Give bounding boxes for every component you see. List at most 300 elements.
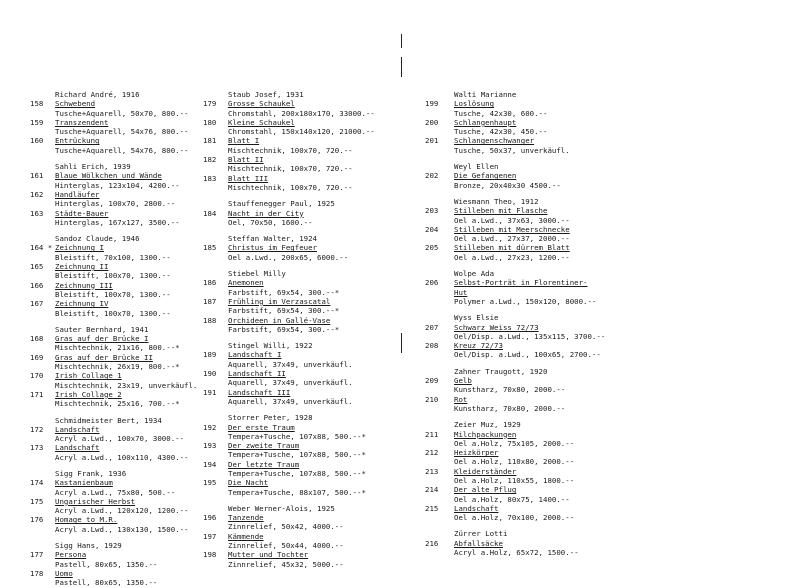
artwork-details: Tusche+Aquarell, 54x76, 800.-- <box>55 127 189 137</box>
catalog-entry-detail-line <box>203 522 403 531</box>
catalog-number: 203 <box>425 206 439 216</box>
catalog-entry-title-line <box>203 369 403 378</box>
catalog-entry-title-line <box>30 478 200 487</box>
catalog-entry-title-line <box>30 390 200 399</box>
artist-name: Staub Josef, 1931 <box>228 90 304 99</box>
catalog-entry-detail-line <box>30 506 200 515</box>
catalog-number: 204 <box>425 224 439 234</box>
artwork-details: Chromstahl, 150x140x120, 21000.-- <box>228 127 375 137</box>
artwork-details: Hinterglas, 167x127, 3500.-- <box>55 217 180 227</box>
catalog-column-3 <box>425 90 625 557</box>
catalog-number: 168 <box>30 334 44 344</box>
catalog-entry-title-line <box>425 448 625 457</box>
artist-section <box>203 192 403 227</box>
artist-section <box>425 360 625 413</box>
catalog-number: 190 <box>203 369 217 379</box>
artwork-title: Landschaft <box>55 443 100 453</box>
artwork-title: Der letzte Traum <box>228 459 300 469</box>
artwork-title: Kleine Schaukel <box>228 117 295 127</box>
catalog-number: 216 <box>425 538 439 548</box>
artwork-title: Zeichnung IV <box>55 299 109 309</box>
catalog-entry-detail-line <box>30 181 200 190</box>
artist-header-line <box>30 234 200 243</box>
artist-name: Wyss Elsie <box>454 313 499 323</box>
catalog-number: 196 <box>203 513 217 523</box>
catalog-entry-title-line <box>30 262 200 271</box>
artwork-details: Tempera+Tusche, 88x107, 500.--* <box>228 487 366 497</box>
artist-section <box>425 413 625 522</box>
section-spacer <box>30 462 200 469</box>
artist-header-line <box>203 341 403 350</box>
catalog-entry-title-line <box>425 341 625 350</box>
artist-section <box>30 155 200 227</box>
section-spacer <box>425 306 625 313</box>
catalog-entry-detail-line <box>425 297 625 306</box>
artwork-details: Zinnrelief, 50x42, 4000.-- <box>228 522 344 532</box>
catalog-entry-title-line <box>203 118 403 127</box>
artwork-details: Aquarell, 37x49, unverkäufl. <box>228 359 353 369</box>
catalog-entry-title-line <box>30 281 200 290</box>
catalog-number: 169 <box>30 352 44 362</box>
catalog-number: 187 <box>203 296 217 306</box>
artwork-title: Anemonen <box>228 278 264 288</box>
artwork-details: Tempera+Tusche, 107x88, 500.--* <box>228 450 366 460</box>
artist-name: Zürrer Lotti <box>454 529 508 539</box>
artist-header-line <box>425 197 625 206</box>
catalog-number: 183 <box>203 173 217 183</box>
artwork-title: Zeichnung III <box>55 280 113 290</box>
catalog-entry-detail-line <box>30 271 200 280</box>
artwork-details: Chromstahl, 200x180x170, 33000.-- <box>228 108 375 118</box>
catalog-entry-detail-line <box>425 495 625 504</box>
catalog-number: 177 <box>30 550 44 560</box>
catalog-entry-title-line <box>425 504 625 513</box>
artwork-details: Oel a.Holz, 75x105, 2000.-- <box>454 438 575 448</box>
section-spacer <box>30 155 200 162</box>
catalog-entry-title-line <box>30 371 200 380</box>
catalog-entry-detail-line <box>30 218 200 227</box>
artist-section <box>30 462 200 534</box>
catalog-entry-detail-line <box>203 488 403 497</box>
section-spacer <box>30 227 200 234</box>
catalog-entry-title-line <box>30 334 200 343</box>
section-spacer <box>425 155 625 162</box>
artwork-title: Landschaft <box>55 424 100 434</box>
artwork-title: Heizkörper <box>454 448 499 458</box>
catalog-number: 181 <box>203 136 217 146</box>
catalog-entry-detail-line <box>203 127 403 136</box>
artwork-details: Bronze, 20x40x30 4500.-- <box>454 180 561 190</box>
artwork-title: Schwebend <box>55 99 96 109</box>
catalog-number: 160 <box>30 136 44 146</box>
artwork-title: Schwarz Weiss 72/73 <box>454 322 539 332</box>
artwork-details: Bleistift, 100x70, 1300.-- <box>55 308 171 318</box>
catalog-number: 176 <box>30 515 44 525</box>
catalog-entry-detail-line <box>425 146 625 155</box>
catalog-entry-title-line <box>30 190 200 199</box>
artwork-details: Oel a.Lwd., 37x63, 3000.-- <box>454 215 570 225</box>
catalog-number: 205 <box>425 243 439 253</box>
catalog-number: 175 <box>30 496 44 506</box>
artwork-details: Mischtechnik, 100x70, 720.-- <box>228 145 353 155</box>
catalog-entry-detail-line <box>425 181 625 190</box>
artist-name: Storrer Peter, 1928 <box>228 413 313 423</box>
artist-name: Sandoz Claude, 1946 <box>55 234 140 244</box>
catalog-entry-detail-line <box>30 488 200 497</box>
catalog-entry-title-line <box>30 171 200 180</box>
catalog-entry-title-line <box>203 388 403 397</box>
artist-section <box>425 522 625 557</box>
artwork-details: Aquarell, 37x49, unverkäufl. <box>228 396 353 406</box>
catalog-entry-title-line <box>425 206 625 215</box>
catalog-number: 211 <box>425 429 439 439</box>
catalog-entry-title-line <box>203 243 403 252</box>
catalog-number: 208 <box>425 341 439 351</box>
catalog-number: 214 <box>425 485 439 495</box>
catalog-entry-detail-line <box>425 109 625 118</box>
catalog-entry-title-line <box>203 155 403 164</box>
artwork-title: Loslösung <box>454 99 495 109</box>
artist-header-line <box>30 469 200 478</box>
catalog-entry-detail-line <box>425 385 625 394</box>
artwork-details: Zinnrelief, 45x32, 5000.-- <box>228 559 344 569</box>
artwork-title: Stilleben mit dürrem Blatt <box>454 243 570 253</box>
artwork-title: Transzendent <box>55 117 109 127</box>
artwork-details: Oel a.Holz, 80x75, 1400.-- <box>454 494 570 504</box>
artwork-title: Orchideen in Gallé-Vase <box>228 315 331 325</box>
catalog-entry-detail-line <box>203 218 403 227</box>
catalog-entry-title-line <box>30 136 200 145</box>
catalog-entry-title-line <box>30 118 200 127</box>
artwork-details: Acryl a.Holz, 65x72, 1500.-- <box>454 548 579 558</box>
catalog-number: 166 <box>30 280 44 290</box>
artwork-details: Acryl a.Lwd., 100x110, 4300.-- <box>55 452 189 462</box>
artwork-details: Tusche, 42x30, 600.-- <box>454 108 548 118</box>
artwork-details: Mischtechnik, 100x70, 720.-- <box>228 164 353 174</box>
artist-name: Zeier Muz, 1929 <box>454 420 521 430</box>
catalog-number: 195 <box>203 478 217 488</box>
catalog-entry-title-line <box>203 532 403 541</box>
catalog-entry-detail-line <box>30 127 200 136</box>
catalog-entry-title-line <box>30 299 200 308</box>
artwork-details: Bleistift, 100x70, 1300.-- <box>55 271 171 281</box>
artist-name: Sigg Frank, 1936 <box>55 468 127 478</box>
artwork-details: Acryl a.Lwd., 100x70, 3000.-- <box>55 434 185 444</box>
catalog-entry-detail-line <box>203 560 403 569</box>
artist-name: Steffan Walter, 1924 <box>228 234 317 244</box>
artist-name: Stiebel Milly <box>228 269 286 279</box>
catalog-number: 189 <box>203 350 217 360</box>
artist-name: Richard André, 1916 <box>55 90 140 99</box>
catalog-number: 212 <box>425 448 439 458</box>
artwork-title: Irish Collage 2 <box>55 389 122 399</box>
artist-name: Wolpe Ada <box>454 269 495 279</box>
artist-header-line <box>203 199 403 208</box>
artist-name: Stauffenegger Paul, 1925 <box>228 199 335 209</box>
section-spacer <box>203 262 403 269</box>
catalog-entry-detail-line <box>203 360 403 369</box>
artist-section <box>30 409 200 462</box>
artist-section <box>425 155 625 190</box>
artwork-details: Tempera+Tusche, 107x88, 500.--* <box>228 431 366 441</box>
artist-header-line <box>30 541 200 550</box>
artwork-details: Oel a.Lwd., 27x37, 2000.-- <box>454 234 570 244</box>
catalog-entry-detail-line <box>425 439 625 448</box>
artist-header-line <box>425 313 625 322</box>
catalog-entry-detail-line <box>425 476 625 485</box>
artwork-title: Der erste Traum <box>228 422 295 432</box>
catalog-number: 173 <box>30 443 44 453</box>
section-spacer <box>425 360 625 367</box>
catalog-entry-title-line <box>30 497 200 506</box>
artwork-details: Bleistift, 100x70, 1300.-- <box>55 289 171 299</box>
artwork-title: Landschaft III <box>228 387 291 397</box>
artwork-title: Irish Collage 1 <box>55 371 122 381</box>
catalog-entry-title-line <box>425 136 625 145</box>
catalog-entry-title-line <box>425 430 625 439</box>
catalog-number: 171 <box>30 389 44 399</box>
catalog-entry-title-line <box>203 550 403 559</box>
artwork-details: Tusche+Aquarell, 54x76, 800.-- <box>55 145 189 155</box>
catalog-entry-detail-line <box>203 164 403 173</box>
artist-name: Sigg Hans, 1929 <box>55 541 122 551</box>
catalog-entry-detail-line <box>425 350 625 359</box>
artist-header-line <box>30 162 200 171</box>
artwork-details: Tusche, 42x30, 450.-- <box>454 127 548 137</box>
catalog-entry-title-line <box>203 316 403 325</box>
artwork-details: Pastell, 80x65, 1350.-- <box>55 578 158 588</box>
catalog-entry-title-line <box>203 174 403 183</box>
artist-name: Weber Werner-Alois, 1925 <box>228 503 335 513</box>
artwork-details: Oel/Disp. a.Lwd., 135x115, 3700.-- <box>454 331 606 341</box>
catalog-number: 188 <box>203 315 217 325</box>
catalog-entry-title-line <box>425 395 625 404</box>
catalog-number: 174 <box>30 478 44 488</box>
artist-header-line <box>425 90 625 99</box>
artist-section <box>30 318 200 409</box>
catalog-number: 210 <box>425 394 439 404</box>
artwork-title: Milchpackungen <box>454 429 517 439</box>
section-spacer <box>30 534 200 541</box>
artist-name: Walti Marianne <box>454 90 517 99</box>
catalog-entry-title-line <box>203 478 403 487</box>
artwork-details: Farbstift, 69x54, 300.--* <box>228 306 340 316</box>
artwork-title: Stilleben mit Flasche <box>454 206 548 216</box>
artwork-title: Kreuz 72/73 <box>454 341 503 351</box>
artwork-details: Bleistift, 70x100, 1300.-- <box>55 252 171 262</box>
artist-section <box>425 262 625 306</box>
artist-header-line <box>425 529 625 538</box>
artwork-title-continued: Hut <box>454 287 468 297</box>
catalog-entry-detail-line <box>30 146 200 155</box>
artwork-title: Zeichnung I <box>55 243 104 253</box>
catalog-entry-title-line <box>203 136 403 145</box>
artist-section <box>203 334 403 406</box>
catalog-entry-detail-line <box>30 290 200 299</box>
catalog-number: 172 <box>30 424 44 434</box>
catalog-entry-detail-line <box>30 453 200 462</box>
artist-header-line <box>30 325 200 334</box>
catalog-number: 197 <box>203 531 217 541</box>
section-spacer <box>425 262 625 269</box>
catalog-entry-title-line <box>203 460 403 469</box>
section-spacer <box>30 409 200 416</box>
catalog-entry-detail-line <box>425 234 625 243</box>
catalog-entry-detail-line <box>425 332 625 341</box>
artwork-details: Oel a.Holz, 110x55, 1800.-- <box>454 475 575 485</box>
catalog-entry-title-line <box>30 99 200 108</box>
artwork-title: Rot <box>454 394 468 404</box>
artist-section <box>203 406 403 497</box>
artwork-title: Schlangenschwanger <box>454 136 535 146</box>
catalog-entry-detail-line <box>425 404 625 413</box>
catalog-number: 186 <box>203 278 217 288</box>
catalog-entry-title-line <box>425 467 625 476</box>
artwork-details: Tempera+Tusche, 107x88, 500.--* <box>228 468 366 478</box>
catalog-entry-detail-line <box>203 146 403 155</box>
catalog-entry-title-line <box>203 441 403 450</box>
catalog-number: 206 <box>425 278 439 288</box>
artist-section <box>203 497 403 569</box>
catalog-number: 192 <box>203 422 217 432</box>
artist-section <box>425 306 625 359</box>
catalog-column-1 <box>30 90 200 588</box>
catalog-number: 179 <box>203 99 217 109</box>
section-spacer <box>203 497 403 504</box>
section-spacer <box>203 406 403 413</box>
artist-section <box>203 262 403 334</box>
artist-header-line <box>203 269 403 278</box>
artwork-title: Ungarischer Herbst <box>55 496 136 506</box>
artist-name: Wiesmann Theo, 1912 <box>454 196 539 206</box>
artist-section <box>425 190 625 262</box>
catalog-entry-title-line <box>30 569 200 578</box>
artwork-title: Landschaft <box>454 503 499 513</box>
catalog-number: 200 <box>425 117 439 127</box>
catalog-number: 161 <box>30 171 44 181</box>
catalog-entry-detail-line <box>30 362 200 371</box>
artwork-details: Acryl a.Lwd., 120x120, 1200.-- <box>55 506 189 516</box>
catalog-entry-title-line <box>203 350 403 359</box>
catalog-number: 202 <box>425 171 439 181</box>
catalog-entry-title-line <box>425 118 625 127</box>
catalog-entry-title-line <box>30 353 200 362</box>
catalog-number: 201 <box>425 136 439 146</box>
artist-header-line <box>425 162 625 171</box>
artwork-details: Oel/Disp. a.Lwd., 100x65, 2700.-- <box>454 350 601 360</box>
catalog-entry-detail-line <box>30 343 200 352</box>
artwork-title: Stilleben mit Meerschnecke <box>454 224 570 234</box>
catalog-number: 167 <box>30 299 44 309</box>
catalog-number: 215 <box>425 503 439 513</box>
artwork-details: Aquarell, 37x49, unverkäufl. <box>228 378 353 388</box>
catalog-entry-title-line <box>30 243 200 252</box>
catalog-entry-title-line <box>425 323 625 332</box>
artwork-title: Blaue Wölkchen und Wände <box>55 171 162 181</box>
artwork-details: Zinnrelief, 50x44, 4000.-- <box>228 541 344 551</box>
catalog-entry-detail-line <box>30 199 200 208</box>
artwork-details: Tusche+Aquarell, 50x70, 800.-- <box>55 108 189 118</box>
artwork-details: Mischtechnik, 23x19, unverkäufl. <box>55 380 198 390</box>
artist-section <box>203 90 403 192</box>
catalog-entry-detail-line <box>203 541 403 550</box>
artist-header-line <box>30 90 200 99</box>
catalog-entry-detail-line <box>425 457 625 466</box>
catalog-entry-detail-line <box>30 381 200 390</box>
artwork-title: Kastanienbaum <box>55 478 113 488</box>
artwork-details: Kunstharz, 70x80, 2000.-- <box>454 403 566 413</box>
artist-header-line <box>30 416 200 425</box>
section-spacer <box>203 227 403 234</box>
artwork-details: Oel a.Lwd., 200x65, 6000.-- <box>228 252 349 262</box>
catalog-entry-title-line <box>425 225 625 234</box>
artist-section <box>30 227 200 318</box>
artist-header-line <box>425 420 625 429</box>
catalog-entry-detail-line <box>425 127 625 136</box>
artwork-title: Abfallsäcke <box>454 538 503 548</box>
artwork-details: Farbstift, 69x54, 300.--* <box>228 287 340 297</box>
artist-section <box>425 90 625 155</box>
artwork-details: Hinterglas, 100x70, 2800.-- <box>55 199 176 209</box>
artwork-details: Kunstharz, 70x80, 2000.-- <box>454 385 566 395</box>
catalog-number: 185 <box>203 243 217 253</box>
catalog-entry-detail-line <box>203 109 403 118</box>
artwork-details: Polymer a.Lwd., 150x120, 8000.-- <box>454 296 597 306</box>
artwork-details: Farbstift, 69x54, 300.--* <box>228 324 340 334</box>
artwork-title: Selbst-Porträt in Florentiner- <box>454 278 588 288</box>
artist-section <box>30 90 200 155</box>
artwork-title: Gelb <box>454 376 472 386</box>
catalog-entry-detail-line <box>30 399 200 408</box>
artwork-title: Tanzende <box>228 513 264 523</box>
catalog-entry-title-line <box>425 539 625 548</box>
artwork-title: Blatt II <box>228 155 264 165</box>
artwork-details: Oel a.Holz, 70x100, 2000.-- <box>454 513 575 523</box>
artist-name: Weyl Ellen <box>454 162 499 172</box>
artwork-title: Gras auf der Brücke I <box>55 334 149 344</box>
artist-name: Stingel Willi, 1922 <box>228 341 313 351</box>
artwork-title: Kämmende <box>228 531 264 541</box>
catalog-entry-title-line <box>203 99 403 108</box>
catalog-number: 198 <box>203 550 217 560</box>
catalog-entry-title-line <box>425 278 625 287</box>
section-spacer <box>425 522 625 529</box>
catalog-number: 162 <box>30 189 44 199</box>
catalog-entry-detail-line <box>30 309 200 318</box>
artwork-title: Die Nacht <box>228 478 269 488</box>
artwork-title: Schlangenhaupt <box>454 117 517 127</box>
artwork-title: Mutter und Tochter <box>228 550 309 560</box>
artist-header-line <box>425 269 625 278</box>
artwork-title: Homage to M.R. <box>55 515 118 525</box>
catalog-entry-title-line <box>425 485 625 494</box>
catalog-entry-detail-line <box>203 397 403 406</box>
section-spacer <box>30 318 200 325</box>
artwork-title: Christus im Fegfeuer <box>228 243 317 253</box>
catalog-entry-title-line <box>425 376 625 385</box>
catalog-number: 165 <box>30 262 44 272</box>
margin-mark <box>401 34 402 48</box>
catalog-entry-title-line <box>203 278 403 287</box>
catalog-entry-detail-line <box>425 216 625 225</box>
catalog-number: 180 <box>203 117 217 127</box>
catalog-number: 193 <box>203 441 217 451</box>
catalog-number: 159 <box>30 117 44 127</box>
catalog-number: 194 <box>203 459 217 469</box>
catalog-entry-detail-line <box>425 548 625 557</box>
artist-header-line <box>203 234 403 243</box>
catalog-number: 182 <box>203 155 217 165</box>
